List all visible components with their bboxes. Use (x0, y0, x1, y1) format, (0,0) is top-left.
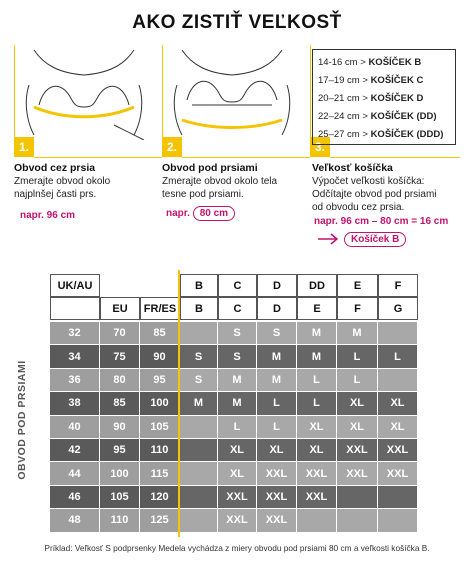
table-cell: XL (218, 462, 257, 485)
step-3-example: napr. 96 cm – 80 cm = 16 cm (314, 216, 449, 227)
table-cell: XXL (337, 462, 378, 485)
cup-line: 20–21 cm > KOŠÍČEK D (318, 93, 424, 104)
header-cell: C (218, 297, 257, 320)
table-cell: 105 (100, 486, 140, 509)
measure-bust-illustration (14, 45, 154, 140)
table-cell: XL (218, 439, 257, 462)
table-cell: XXL (297, 486, 337, 509)
table-cell (180, 509, 218, 532)
table-cell: 40 (50, 416, 100, 439)
step-number-badge: 3. (310, 137, 330, 157)
step-2-desc: Zmerajte obvod okolo tela tesne pod prsiami. (162, 176, 278, 200)
table-cell: 110 (100, 509, 140, 532)
table-cell (378, 369, 418, 392)
page-title: AKO ZISTIŤ VEĽKOSŤ (132, 12, 342, 33)
step-1-example: napr. 96 cm (20, 210, 76, 221)
step-1 (14, 45, 164, 154)
table-cell: 46 (50, 486, 100, 509)
table-cell: 95 (100, 439, 140, 462)
table-cell: 90 (140, 345, 180, 368)
table-cell: L (378, 345, 418, 368)
header-cell: EU (100, 297, 140, 320)
table-cell: 85 (140, 322, 180, 345)
table-cell: 95 (140, 369, 180, 392)
table-cell: 105 (140, 416, 180, 439)
table-cell: 48 (50, 509, 100, 532)
footnote: Príklad: Veľkosť S podprsenky Medela vychádza z miery obvodu pod prsiami 80 cm a veľkosti košíčka B. (44, 543, 430, 553)
header-cell-uk-au: UK/AU (50, 274, 100, 297)
table-cell: M (218, 392, 257, 415)
table-cell (180, 439, 218, 462)
table-divider-line (178, 270, 180, 537)
step-3-result: Košíček B (344, 232, 406, 247)
table-cell: XXL (337, 439, 378, 462)
table-cell: 38 (50, 392, 100, 415)
table-cell: L (218, 416, 257, 439)
table-cell: L (257, 416, 297, 439)
table-cell: XXL (218, 486, 257, 509)
header-cell: F (337, 297, 378, 320)
table-cell: M (180, 392, 218, 415)
table-cell (180, 322, 218, 345)
table-cell: 70 (100, 322, 140, 345)
table-cell: M (337, 322, 378, 345)
example-value-oval: 80 cm (193, 206, 235, 221)
table-cell: 75 (100, 345, 140, 368)
table-cell (378, 322, 418, 345)
table-cell: L (337, 345, 378, 368)
table-cell (378, 509, 418, 532)
table-cell: M (257, 345, 297, 368)
table-cell: S (218, 322, 257, 345)
table-cell (180, 462, 218, 485)
table-cell: 32 (50, 322, 100, 345)
cup-line: 14-16 cm > KOŠÍČEK B (318, 57, 422, 68)
arrow-right-icon (318, 233, 340, 245)
table-cell: 125 (140, 509, 180, 532)
side-label: OBVOD POD PRSIAMI (16, 360, 28, 480)
table-cell: 85 (100, 392, 140, 415)
table-cell: XXL (257, 486, 297, 509)
step-2-example: napr. 80 cm (166, 206, 235, 221)
table-cell: 36 (50, 369, 100, 392)
table-cell: 100 (100, 462, 140, 485)
table-cell (180, 486, 218, 509)
table-cell: XXL (378, 439, 418, 462)
table-cell: XL (378, 392, 418, 415)
cup-line: 25–27 cm > KOŠÍČEK (DDD) (318, 129, 444, 140)
header-cell: D (257, 297, 297, 320)
table-cell: L (297, 392, 337, 415)
step-2-title: Obvod pod prsiami (162, 162, 258, 174)
step-number-badge: 2. (162, 137, 182, 157)
header-cell: B (180, 274, 218, 297)
table-cell: M (297, 322, 337, 345)
table-cell: M (257, 369, 297, 392)
table-cell (297, 509, 337, 532)
table-cell: XXL (257, 462, 297, 485)
cup-line: 22–24 cm > KOŠÍČEK (DD) (318, 111, 437, 122)
table-cell: XXL (218, 509, 257, 532)
table-cell: 100 (140, 392, 180, 415)
cup-line: 17–19 cm > KOŠÍČEK C (318, 75, 424, 86)
step-3-title: Veľkosť košíčka (312, 162, 393, 174)
table-cell: XL (257, 439, 297, 462)
header-cell: C (218, 274, 257, 297)
table-cell: 42 (50, 439, 100, 462)
table-cell (337, 486, 378, 509)
step-number-badge: 1. (14, 137, 34, 157)
table-cell (378, 486, 418, 509)
table-cell: 90 (100, 416, 140, 439)
table-cell: XL (378, 416, 418, 439)
header-cell: E (337, 274, 378, 297)
header-cell: G (378, 297, 418, 320)
table-cell: XL (297, 439, 337, 462)
table-cell: XL (337, 392, 378, 415)
header-cell: FR/ES (140, 297, 180, 320)
table-cell: XL (297, 416, 337, 439)
table-cell: XXL (378, 462, 418, 485)
cup-size-box (312, 49, 456, 145)
table-cell: L (297, 369, 337, 392)
header-cell: D (257, 274, 297, 297)
header-cell: B (180, 297, 218, 320)
table-cell: 120 (140, 486, 180, 509)
table-cell: 44 (50, 462, 100, 485)
table-cell: 110 (140, 439, 180, 462)
header-cell: F (378, 274, 418, 297)
header-cell: DD (297, 274, 337, 297)
step-3-desc: Výpočet veľkosti košíčka: Odčítajte obvod pod prsiami od obvodu cez prsia. (312, 176, 437, 213)
table-cell (180, 416, 218, 439)
table-cell: 115 (140, 462, 180, 485)
step-2 (162, 45, 312, 154)
table-cell: XL (337, 416, 378, 439)
table-cell: 80 (100, 369, 140, 392)
table-cell: M (218, 369, 257, 392)
table-cell: S (180, 345, 218, 368)
table-cell: 34 (50, 345, 100, 368)
table-cell: S (180, 369, 218, 392)
measure-underbust-illustration (162, 45, 302, 140)
table-cell: M (297, 345, 337, 368)
table-cell: XXL (257, 509, 297, 532)
table-cell: S (218, 345, 257, 368)
table-cell: S (257, 322, 297, 345)
table-cell: L (337, 369, 378, 392)
table-cell: XXL (297, 462, 337, 485)
header-cell: E (297, 297, 337, 320)
step-1-title: Obvod cez prsia (14, 162, 96, 174)
header-cell-blank (50, 297, 100, 320)
table-cell: L (257, 392, 297, 415)
step-1-desc: Zmerajte obvod okolo najplnšej časti prs. (14, 176, 111, 200)
table-cell (337, 509, 378, 532)
